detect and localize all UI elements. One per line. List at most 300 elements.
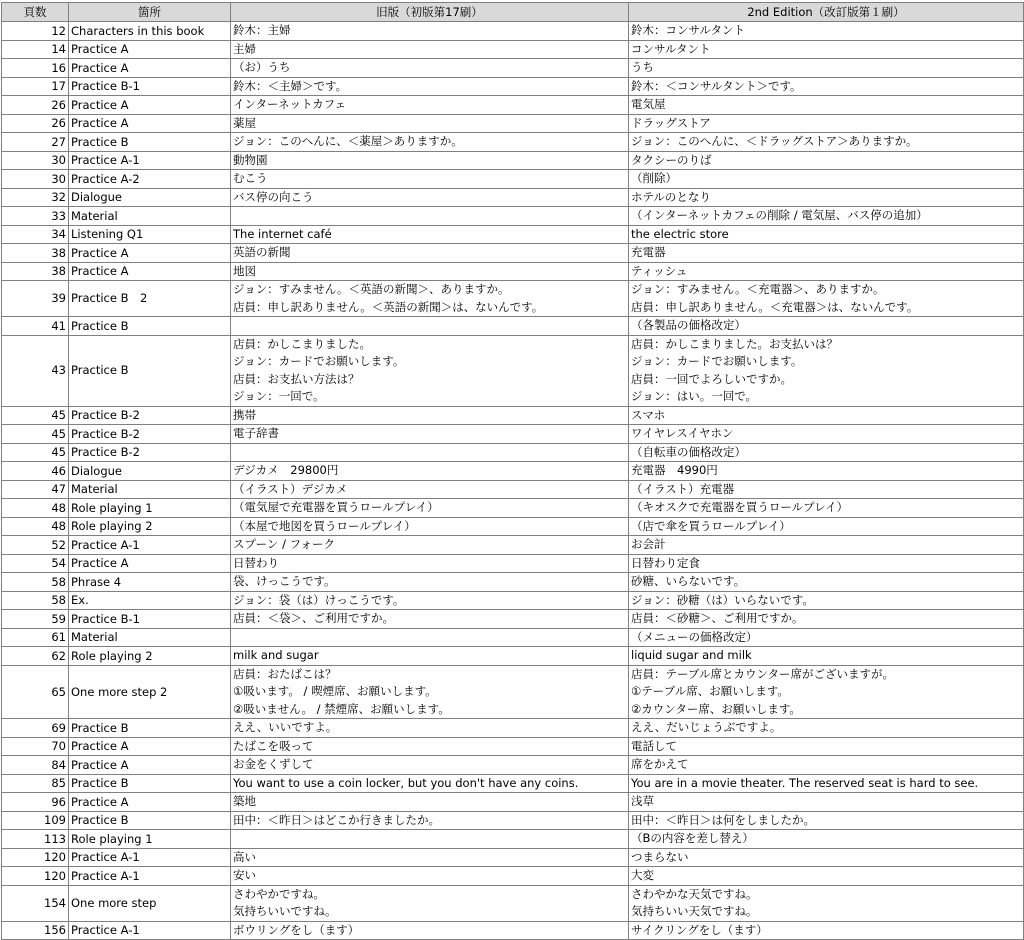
location-cell: Material	[69, 207, 231, 226]
old-edition-cell	[231, 647, 629, 666]
old-text-line: さわやかですね。	[233, 886, 325, 901]
old-edition-cell	[231, 425, 629, 444]
table-row	[2, 22, 1024, 41]
new-text-line: うち	[631, 60, 654, 74]
location-cell: Practice A	[69, 114, 231, 133]
location-cell: Practice A	[69, 793, 231, 812]
old-edition-cell	[231, 848, 629, 867]
new-text-line: （キオスクで充電器を買うロールプレイ）	[631, 500, 849, 514]
old-text-line: インターネットカフェ	[233, 97, 347, 111]
page-number-cell: 156	[2, 921, 69, 940]
location-cell: Practice B 2	[69, 281, 231, 317]
old-text-line: バス停の向こう	[233, 189, 314, 204]
table-row	[2, 59, 1024, 78]
new-edition-cell	[629, 665, 1024, 719]
page-number-cell: 69	[2, 719, 69, 738]
old-text-line: （本屋で地図を買うロールプレイ）	[233, 518, 416, 533]
new-text-line: ②カウンター席、お願いします。	[631, 701, 801, 716]
table-row	[2, 867, 1024, 886]
new-text-line: 店員：テーブル席とカウンター席がございますが。	[631, 666, 895, 681]
table-row	[2, 554, 1024, 573]
new-text-line: ええ、だいじょうぶですよ。	[631, 720, 782, 734]
old-text-line: ジョン：このへんに、＜薬屋＞ありますか。	[233, 134, 463, 148]
table-row	[2, 244, 1024, 263]
old-text-line: 田中：＜昨日＞はどこか行きましたか。	[233, 812, 440, 827]
old-edition-cell	[231, 756, 629, 775]
page-number-cell: 154	[2, 885, 69, 921]
location-cell: Practice B	[69, 335, 231, 406]
page-number-cell: 65	[2, 665, 69, 719]
table-row	[2, 610, 1024, 629]
table-row	[2, 811, 1024, 830]
page-number-cell: 38	[2, 244, 69, 263]
new-text-line: 鈴木：コンサルタント	[631, 23, 745, 37]
table-row	[2, 262, 1024, 281]
old-edition-cell	[231, 811, 629, 830]
new-text-line: ジョン：カードでお願いします。	[631, 354, 803, 368]
old-edition-cell	[231, 22, 629, 41]
old-text-line: 安い	[233, 868, 256, 882]
new-text-line: ジョン：はい。一回で。	[631, 389, 758, 403]
new-edition-cell	[629, 22, 1024, 41]
location-cell: Practice A-1	[69, 151, 231, 170]
old-edition-cell	[231, 591, 629, 610]
header-old-edition: 旧版（初版第17刷）	[231, 3, 629, 22]
new-text-line: さわやかな天気ですね。	[631, 886, 758, 901]
page-number-cell: 41	[2, 317, 69, 336]
location-cell: Practice B	[69, 811, 231, 830]
new-text-line: タクシーのりば	[631, 152, 712, 167]
old-text-line: （お）うち	[233, 60, 291, 74]
page-number-cell: 43	[2, 335, 69, 406]
new-text-line: （メニューの価格改定）	[631, 629, 758, 644]
old-text-line: デジカメ 29800円	[233, 463, 339, 477]
old-edition-cell	[231, 40, 629, 59]
new-edition-cell	[629, 499, 1024, 518]
location-cell: Practice A-2	[69, 170, 231, 189]
table-row	[2, 665, 1024, 719]
table-row	[2, 737, 1024, 756]
new-edition-cell	[629, 225, 1024, 244]
old-text-line: You want to use a coin locker, but you don't have any coins.	[233, 775, 579, 790]
new-text-line: （イラスト）充電器	[631, 481, 735, 496]
page-number-cell: 47	[2, 480, 69, 499]
old-edition-cell	[231, 188, 629, 207]
page-number-cell: 16	[2, 59, 69, 78]
location-cell: Practice B	[69, 719, 231, 738]
new-edition-cell	[629, 188, 1024, 207]
old-text-line: 店員：おたばこは？	[233, 666, 337, 681]
page-number-cell: 48	[2, 517, 69, 536]
old-edition-cell	[231, 59, 629, 78]
old-text-line: むこう	[233, 171, 268, 185]
table-row	[2, 573, 1024, 592]
old-text-line: 動物園	[233, 152, 268, 167]
old-edition-cell	[231, 406, 629, 425]
old-text-line: 店員：＜袋＞、ご利用ですか。	[233, 611, 394, 625]
page-number-cell: 70	[2, 737, 69, 756]
location-cell: Ex.	[69, 591, 231, 610]
new-text-line: 砂糖、いらないです。	[631, 574, 746, 588]
old-text-line: 店員：申し訳ありません。＜英語の新聞＞は、ないんです。	[233, 299, 544, 314]
new-text-line: （インターネットカフェの削除 / 電気屋、バス停の追加）	[631, 208, 928, 222]
old-edition-cell	[231, 610, 629, 629]
new-edition-cell	[629, 756, 1024, 775]
page-number-cell: 54	[2, 554, 69, 573]
old-text-line: 店員：お支払い方法は？	[233, 371, 360, 386]
new-text-line: ジョン：このへんに、＜ドラッグストア＞ありますか。	[631, 134, 918, 148]
location-cell: Practice A	[69, 244, 231, 263]
table-row	[2, 425, 1024, 444]
old-edition-cell	[231, 774, 629, 793]
old-edition-cell	[231, 737, 629, 756]
table-row	[2, 207, 1024, 226]
new-edition-cell	[629, 737, 1024, 756]
page-number-cell: 84	[2, 756, 69, 775]
old-text-line: 地図	[233, 263, 256, 278]
new-edition-cell	[629, 830, 1024, 849]
location-cell: Role playing 2	[69, 517, 231, 536]
page-number-cell: 113	[2, 830, 69, 849]
new-text-line: 充電器	[631, 245, 666, 259]
location-cell: Role playing 2	[69, 647, 231, 666]
old-edition-cell	[231, 885, 629, 921]
page-number-cell: 46	[2, 462, 69, 481]
new-text-line: 日替わり定食	[631, 555, 700, 570]
new-edition-cell	[629, 170, 1024, 189]
location-cell: Practice B	[69, 774, 231, 793]
new-edition-cell	[629, 317, 1024, 336]
old-text-line: 電子辞書	[233, 426, 279, 440]
location-cell: Practice B-2	[69, 425, 231, 444]
new-edition-cell	[629, 59, 1024, 78]
new-edition-cell	[629, 244, 1024, 263]
new-text-line: （削除）	[631, 171, 677, 185]
old-edition-cell	[231, 244, 629, 263]
new-edition-cell	[629, 517, 1024, 536]
new-text-line: （自転車の価格改定）	[631, 444, 746, 459]
new-text-line: 浅草	[631, 794, 654, 808]
old-edition-cell	[231, 665, 629, 719]
location-cell: Practice A	[69, 40, 231, 59]
table-row	[2, 848, 1024, 867]
old-edition-cell	[231, 719, 629, 738]
location-cell: Role playing 1	[69, 830, 231, 849]
table-row	[2, 170, 1024, 189]
new-text-line: 店員：申し訳ありません。＜充電器＞は、ないんです。	[631, 299, 919, 314]
page-number-cell: 45	[2, 425, 69, 444]
new-text-line: お会計	[631, 537, 666, 551]
table-row	[2, 517, 1024, 536]
new-text-line: 充電器 4990円	[631, 463, 718, 477]
old-text-line: ②吸いません。 / 禁煙席、お願いします。	[233, 701, 450, 716]
page-number-cell: 58	[2, 573, 69, 592]
new-text-line: liquid sugar and milk	[631, 648, 752, 662]
table-row	[2, 793, 1024, 812]
old-text-line: 携帯	[233, 407, 256, 422]
new-edition-cell	[629, 628, 1024, 647]
old-text-line: 店員：かしこまりました。	[233, 336, 371, 351]
page-number-cell: 61	[2, 628, 69, 647]
new-edition-cell	[629, 114, 1024, 133]
new-text-line: ジョン：すみません。＜充電器＞、ありますか。	[631, 282, 885, 296]
new-edition-cell	[629, 77, 1024, 96]
location-cell: Practice A-1	[69, 867, 231, 886]
old-text-line: 鈴木：主婦	[233, 23, 291, 37]
location-cell: Practice A	[69, 59, 231, 78]
table-row	[2, 188, 1024, 207]
new-text-line: the electric store	[631, 226, 729, 241]
new-edition-cell	[629, 885, 1024, 921]
old-text-line: ジョン：すみません。＜英語の新聞＞、ありますか。	[233, 282, 510, 296]
old-text-line: ①吸います。 / 喫煙席、お願いします。	[233, 684, 437, 698]
old-text-line: milk and sugar	[233, 648, 319, 662]
new-edition-cell	[629, 335, 1024, 406]
old-text-line: たばこを吸って	[233, 738, 314, 753]
location-cell: Practice A	[69, 737, 231, 756]
page-number-cell: 32	[2, 188, 69, 207]
old-edition-cell	[231, 536, 629, 555]
old-text-line: 英語の新聞	[233, 245, 291, 259]
location-cell: Dialogue	[69, 188, 231, 207]
page-number-cell: 120	[2, 848, 69, 867]
new-edition-cell	[629, 811, 1024, 830]
page-number-cell: 33	[2, 207, 69, 226]
old-text-line: 主婦	[233, 41, 256, 56]
page-number-cell: 17	[2, 77, 69, 96]
old-edition-cell	[231, 281, 629, 317]
old-text-line: ジョン：袋（は）けっこうです。	[233, 592, 405, 607]
page-number-cell: 27	[2, 133, 69, 152]
table-body	[2, 22, 1024, 940]
table-row	[2, 406, 1024, 425]
new-text-line: ①テーブル席、お願いします。	[631, 684, 789, 698]
location-cell: One more step 2	[69, 665, 231, 719]
location-cell: Role playing 1	[69, 499, 231, 518]
old-edition-cell	[231, 867, 629, 886]
page-number-cell: 12	[2, 22, 69, 41]
new-text-line: 電気屋	[631, 97, 666, 111]
location-cell: Listening Q1	[69, 225, 231, 244]
new-edition-cell	[629, 281, 1024, 317]
new-text-line: （店で傘を買うロールプレイ）	[631, 518, 791, 533]
new-edition-cell	[629, 647, 1024, 666]
page-number-cell: 30	[2, 151, 69, 170]
old-text-line: 袋、けっこうです。	[233, 574, 336, 588]
new-text-line: 鈴木：＜コンサルタント＞です。	[631, 78, 802, 93]
table-row	[2, 281, 1024, 317]
location-cell: Material	[69, 480, 231, 499]
location-cell: Phrase 4	[69, 573, 231, 592]
page-number-cell: 39	[2, 281, 69, 317]
old-edition-cell	[231, 554, 629, 573]
location-cell: Practice B	[69, 317, 231, 336]
old-edition-cell	[231, 207, 629, 226]
new-text-line: 店員：＜砂糖＞、ご利用ですか。	[631, 611, 804, 625]
new-edition-cell	[629, 719, 1024, 738]
old-text-line: （電気屋で充電器を買うロールプレイ）	[233, 500, 439, 514]
new-edition-cell	[629, 554, 1024, 573]
old-edition-cell	[231, 335, 629, 406]
location-cell: Practice A-1	[69, 848, 231, 867]
page-number-cell: 52	[2, 536, 69, 555]
header-new-edition: 2nd Edition（改訂版第１刷）	[629, 3, 1024, 22]
new-edition-cell	[629, 462, 1024, 481]
table-row	[2, 77, 1024, 96]
page-number-cell: 58	[2, 591, 69, 610]
table-row	[2, 536, 1024, 555]
new-edition-cell	[629, 921, 1024, 940]
location-cell: Practice A	[69, 756, 231, 775]
new-text-line: コンサルタント	[631, 41, 711, 56]
old-edition-cell	[231, 499, 629, 518]
old-edition-cell	[231, 443, 629, 462]
location-cell: Material	[69, 628, 231, 647]
new-edition-cell	[629, 406, 1024, 425]
old-edition-cell	[231, 793, 629, 812]
new-text-line: 店員：一回でよろしいですか。	[631, 371, 792, 386]
old-edition-cell	[231, 151, 629, 170]
table-row	[2, 921, 1024, 940]
table-row	[2, 719, 1024, 738]
old-text-line: ジョン：一回で。	[233, 389, 325, 403]
new-text-line: 田中：＜昨日＞は何をしましたか。	[631, 812, 815, 827]
location-cell: Practice A-1	[69, 536, 231, 555]
location-cell: Practice B-2	[69, 406, 231, 425]
table-row	[2, 40, 1024, 59]
new-text-line: 大変	[631, 868, 654, 882]
page-number-cell: 120	[2, 867, 69, 886]
location-cell: Dialogue	[69, 462, 231, 481]
page-number-cell: 96	[2, 793, 69, 812]
page-number-cell: 85	[2, 774, 69, 793]
page-number-cell: 14	[2, 40, 69, 59]
new-edition-cell	[629, 151, 1024, 170]
old-text-line: 鈴木：＜主婦＞です。	[233, 78, 348, 93]
header-location: 箇所	[69, 3, 231, 22]
new-edition-cell	[629, 425, 1024, 444]
table-row	[2, 830, 1024, 849]
location-cell: Practice B-1	[69, 77, 231, 96]
table-row	[2, 133, 1024, 152]
old-edition-cell	[231, 96, 629, 115]
table-row	[2, 591, 1024, 610]
table-row	[2, 756, 1024, 775]
page-number-cell: 45	[2, 443, 69, 462]
old-edition-cell	[231, 317, 629, 336]
old-edition-cell	[231, 225, 629, 244]
new-edition-cell	[629, 480, 1024, 499]
page-number-cell: 26	[2, 96, 69, 115]
old-edition-cell	[231, 262, 629, 281]
new-text-line: （各製品の価格改定）	[631, 318, 746, 332]
location-cell: Practice A-1	[69, 921, 231, 940]
table-row	[2, 151, 1024, 170]
old-text-line: 薬屋	[233, 115, 256, 130]
old-edition-cell	[231, 77, 629, 96]
table-row	[2, 774, 1024, 793]
old-text-line: （イラスト）デジカメ	[233, 481, 348, 496]
location-cell: Practice B-2	[69, 443, 231, 462]
old-text-line: The internet café	[233, 226, 332, 241]
new-text-line: サイクリングをし（ます）	[631, 922, 768, 937]
table-row	[2, 114, 1024, 133]
old-edition-cell	[231, 114, 629, 133]
page-number-cell: 45	[2, 406, 69, 425]
page-number-cell: 109	[2, 811, 69, 830]
location-cell: Practice A	[69, 262, 231, 281]
page-number-cell: 48	[2, 499, 69, 518]
new-edition-cell	[629, 262, 1024, 281]
new-text-line: （Bの内容を差し替え）	[631, 831, 754, 845]
old-edition-cell	[231, 628, 629, 647]
old-text-line: お金をくずして	[233, 757, 314, 771]
new-edition-cell	[629, 591, 1024, 610]
new-edition-cell	[629, 40, 1024, 59]
location-cell: Practice A	[69, 96, 231, 115]
new-edition-cell	[629, 573, 1024, 592]
old-edition-cell	[231, 480, 629, 499]
new-text-line: スマホ	[631, 407, 666, 422]
old-text-line: 気持ちいいですね。	[233, 904, 337, 918]
new-edition-cell	[629, 848, 1024, 867]
new-text-line: ドラッグストア	[631, 115, 711, 130]
table-row	[2, 462, 1024, 481]
page-number-cell: 38	[2, 262, 69, 281]
table-row	[2, 225, 1024, 244]
page-number-cell: 62	[2, 647, 69, 666]
old-edition-cell	[231, 921, 629, 940]
location-cell: Practice B	[69, 133, 231, 152]
location-cell: Practice A	[69, 554, 231, 573]
old-text-line: スプーン / フォーク	[233, 537, 336, 551]
old-edition-cell	[231, 830, 629, 849]
errata-table	[1, 2, 1024, 940]
new-text-line: 店員：かしこまりました。お支払いは？	[631, 336, 838, 351]
new-text-line: 気持ちいい天気ですね。	[631, 904, 758, 918]
table-row	[2, 335, 1024, 406]
new-text-line: 席をかえて	[631, 757, 689, 771]
new-text-line: ホテルのとなり	[631, 189, 711, 204]
page-number-cell: 34	[2, 225, 69, 244]
new-text-line: 電話して	[631, 738, 677, 753]
location-cell: One more step	[69, 885, 231, 921]
old-text-line: 日替わり	[233, 555, 279, 570]
new-edition-cell	[629, 443, 1024, 462]
new-edition-cell	[629, 133, 1024, 152]
new-edition-cell	[629, 867, 1024, 886]
old-text-line: 築地	[233, 794, 256, 808]
new-text-line: You are in a movie theater. The reserved seat is hard to see.	[631, 775, 979, 790]
new-text-line: ワイヤレスイヤホン	[631, 426, 734, 440]
new-edition-cell	[629, 207, 1024, 226]
table-row	[2, 628, 1024, 647]
old-edition-cell	[231, 170, 629, 189]
table-row	[2, 480, 1024, 499]
table-row	[2, 317, 1024, 336]
old-text-line: ええ、いいですよ。	[233, 720, 338, 734]
old-edition-cell	[231, 573, 629, 592]
new-edition-cell	[629, 610, 1024, 629]
old-edition-cell	[231, 462, 629, 481]
location-cell: Characters in this book	[69, 22, 231, 41]
new-text-line: ジョン：砂糖（は）いらないです。	[631, 592, 814, 607]
table-row	[2, 647, 1024, 666]
old-edition-cell	[231, 133, 629, 152]
header-page: 頁数	[2, 3, 69, 22]
table-row	[2, 96, 1024, 115]
table-row	[2, 499, 1024, 518]
